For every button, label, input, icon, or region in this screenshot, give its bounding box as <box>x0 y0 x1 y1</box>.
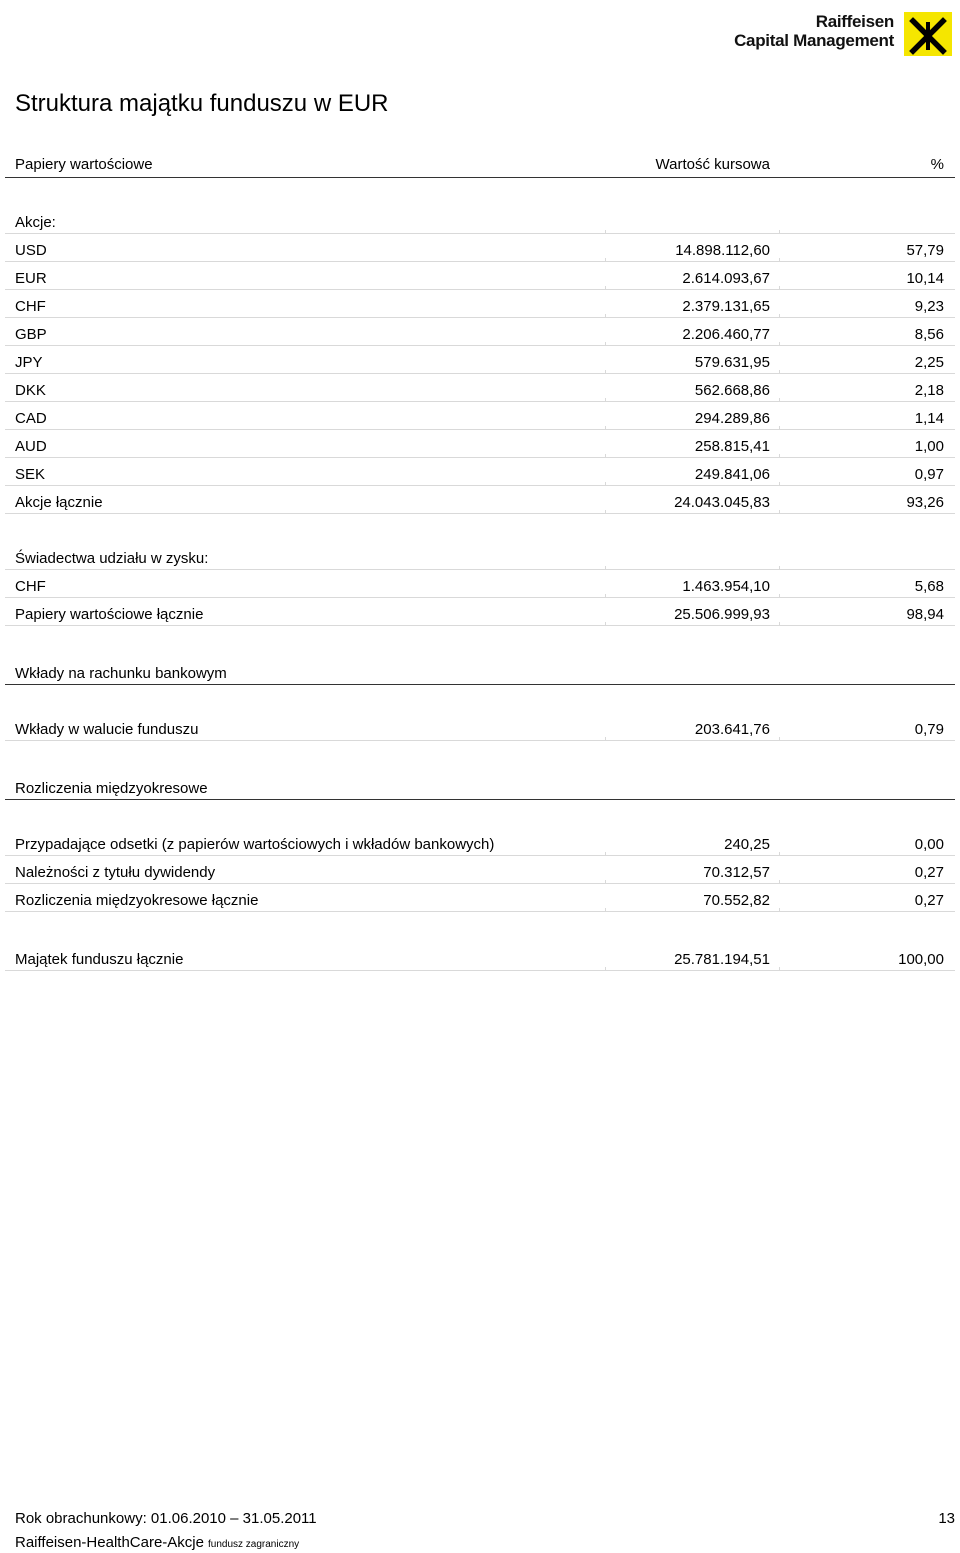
row-name: Należności z tytułu dywidendy <box>15 864 216 881</box>
row-value: 203.641,76 <box>694 721 770 738</box>
row-name: CHF <box>15 578 46 595</box>
page-title: Struktura majątku funduszu w EUR <box>15 90 389 117</box>
table-row <box>5 828 955 856</box>
table-row <box>5 430 955 458</box>
row-value: 240,25 <box>724 836 770 853</box>
row-pct: 57,79 <box>906 242 944 259</box>
row-value: 258.815,41 <box>694 438 770 455</box>
logo-line-2: Capital Management <box>734 31 894 50</box>
row-name: GBP <box>15 326 47 343</box>
section-label-accruals <box>5 772 955 800</box>
row-pct: 8,56 <box>914 326 944 343</box>
accruals-total-row <box>5 884 955 912</box>
row-pct: 100,00 <box>898 951 944 968</box>
row-pct: 10,14 <box>906 270 944 287</box>
table-row <box>5 290 955 318</box>
row-pct: 0,27 <box>914 892 944 909</box>
fund-type: fundusz zagraniczny <box>207 1539 300 1550</box>
row-value: 2.379.131,65 <box>682 298 770 315</box>
table-row <box>5 346 955 374</box>
row-pct: 2,25 <box>914 354 944 371</box>
row-value: 2.614.093,67 <box>682 270 770 287</box>
row-value: 249.841,06 <box>694 466 770 483</box>
section-label-equities <box>5 206 955 234</box>
row-pct: 2,18 <box>914 382 944 399</box>
row-pct: 1,14 <box>914 410 944 427</box>
header-percent: % <box>930 156 944 173</box>
row-pct: 9,23 <box>914 298 944 315</box>
table-row <box>5 234 955 262</box>
row-name: Majątek funduszu łącznie <box>15 951 184 968</box>
deposits-row <box>5 713 955 741</box>
row-name: SEK <box>15 466 46 483</box>
asset-structure-table <box>5 148 955 971</box>
table-row <box>5 402 955 430</box>
section-label-certificates <box>5 542 955 570</box>
header-securities: Papiery wartościowe <box>15 156 153 173</box>
row-value: 579.631,95 <box>694 354 770 371</box>
row-value: 70.552,82 <box>703 892 770 909</box>
row-name: CHF <box>15 298 46 315</box>
table-header <box>5 148 955 178</box>
section-label-deposits <box>5 657 955 685</box>
table-row <box>5 570 955 598</box>
label-text: Wkłady na rachunku bankowym <box>15 665 227 682</box>
row-value: 562.668,86 <box>694 382 770 399</box>
equities-total-row <box>5 486 955 514</box>
raiffeisen-gable-cross-icon <box>904 12 952 56</box>
table-row <box>5 262 955 290</box>
securities-total-row <box>5 598 955 626</box>
row-pct: 5,68 <box>914 578 944 595</box>
row-pct: 0,27 <box>914 864 944 881</box>
company-logo <box>692 12 952 54</box>
row-name: USD <box>15 242 47 259</box>
row-name: Papiery wartościowe łącznie <box>15 606 204 623</box>
row-value: 24.043.045,83 <box>674 494 770 511</box>
row-name: Akcje łącznie <box>15 494 103 511</box>
page-number: 13 <box>938 1510 955 1527</box>
fiscal-year: Rok obrachunkowy: 01.06.2010 – 31.05.2011 <box>15 1510 317 1527</box>
label-text: Świadectwa udziału w zysku: <box>15 550 209 567</box>
row-pct: 0,79 <box>914 721 944 738</box>
row-value: 70.312,57 <box>703 864 770 881</box>
row-name: AUD <box>15 438 47 455</box>
table-row <box>5 374 955 402</box>
row-value: 294.289,86 <box>694 410 770 427</box>
row-pct: 93,26 <box>906 494 944 511</box>
table-row <box>5 318 955 346</box>
row-value: 25.506.999,93 <box>674 606 770 623</box>
row-name: Rozliczenia międzyokresowe łącznie <box>15 892 259 909</box>
row-pct: 0,00 <box>914 836 944 853</box>
header-market-value: Wartość kursowa <box>655 156 770 173</box>
row-name: CAD <box>15 410 47 427</box>
row-name: DKK <box>15 382 46 399</box>
row-name: Wkłady w walucie funduszu <box>15 721 199 738</box>
row-name: Przypadające odsetki (z papierów wartościowych i wkładów bankowych) <box>15 836 495 853</box>
logo-wordmark <box>734 12 894 50</box>
grand-total-row <box>5 943 955 971</box>
row-pct: 98,94 <box>906 606 944 623</box>
logo-line-1: Raiffeisen <box>815 12 894 31</box>
row-name: EUR <box>15 270 47 287</box>
label-text: Akcje: <box>15 214 56 231</box>
row-value: 25.781.194,51 <box>674 951 770 968</box>
table-row <box>5 458 955 486</box>
label-text: Rozliczenia międzyokresowe <box>15 780 208 797</box>
fund-title: Raiffeisen-HealthCare-Akcje <box>15 1534 204 1551</box>
row-pct: 0,97 <box>914 466 944 483</box>
row-name: JPY <box>15 354 43 371</box>
row-pct: 1,00 <box>914 438 944 455</box>
fund-name <box>15 1534 299 1551</box>
row-value: 14.898.112,60 <box>675 242 770 259</box>
row-value: 2.206.460,77 <box>682 326 770 343</box>
table-row <box>5 856 955 884</box>
row-value: 1.463.954,10 <box>682 578 770 595</box>
